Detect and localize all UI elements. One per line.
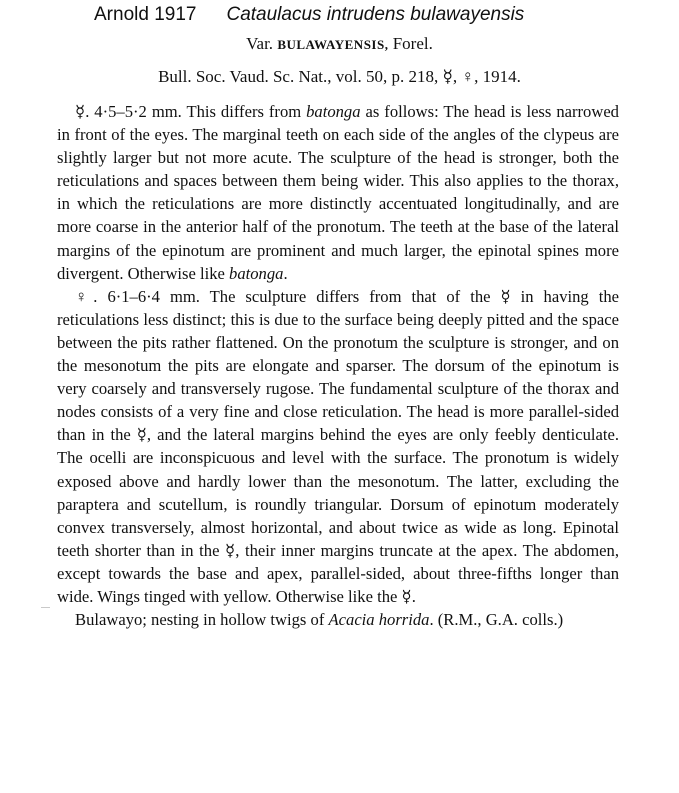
- variety-name: BULAWAYENSIS,: [277, 37, 389, 52]
- locality-paragraph: [57, 608, 619, 631]
- locality-text-1: Bulawayo; nesting in hollow twigs of: [75, 610, 329, 630]
- variety-heading: [0, 34, 679, 54]
- worker-text-3: .: [283, 263, 288, 283]
- worker-symbol: ☿: [75, 102, 86, 121]
- host-plant: Acacia horrida: [328, 610, 430, 630]
- variety-prefix: Var.: [246, 34, 274, 53]
- worker-text-2: as follows: The head is less narrowed in front of the eyes. The marginal teeth on each side of the angles of the clypeus are slightly larger but not more acute. The sculpture of the head is stronger, both the reticulations and spaces between them being wider. This also applies to the thorax, in which the reticulations are more distinctly accentuated longitudinally, and are more coarse in the anterior half of the pronotum. The teeth at the base of the lateral margins of the epinotum are prominent and much larger, the epinotal spines more divergent. Otherwise like: [57, 102, 619, 283]
- description-body: [57, 100, 619, 631]
- author-year: Arnold 1917: [94, 4, 197, 25]
- page-header: [94, 4, 524, 26]
- female-paragraph: [57, 285, 619, 608]
- margin-mark: [41, 607, 50, 608]
- locality-text-2: . (R.M., G.A. colls.): [429, 610, 564, 630]
- species-ref: batonga: [306, 102, 361, 121]
- female-symbol: ♀: [75, 286, 94, 306]
- variety-author: Forel.: [392, 34, 433, 53]
- citation: Bull. Soc. Vaud. Sc. Nat., vol. 50, p. 218, ☿, ♀, 1914.: [158, 67, 521, 86]
- female-text: . 6·1–6·4 mm. The sculpture differs from that of the ☿ in having the reticulations less distinct; this is due to the surface being deeply pitted and the space between the pits rather flattened. On the pronotum the sculpture is stronger, and on the mesonotum the pits are elongate and sparser. The dorsum of the epinotum is very coarsely and transversely rugose. The fundamental sculpture of the thorax and nodes consists of a very fine and close reticulation. The head is more parallel-sided than in the ☿, and the lateral margins behind the eyes are only feebly denticulate. The ocelli are inconspicuous and level with the surface. The pronotum is widely exposed above and hardly lower than the mesonotum. The latter, excluding the paraptera and scutellum, is roundly triangular. Dorsum of epinotum moderately convex transversely, almost horizontal, and about twice as wide as long. Epinotal teeth shorter than in the ☿, their inner margins truncate at the apex. The abdomen, except towards the base and apex, parallel-sided, about three-fifths longer than wide. Wings tinged with yellow. Otherwise like the ☿.: [57, 286, 619, 606]
- worker-paragraph: [57, 100, 619, 285]
- species-ref: batonga: [229, 263, 284, 283]
- taxon-name: Cataulacus intrudens bulawayensis: [226, 4, 525, 25]
- worker-text-1: . 4·5–5·2 mm. This differs from: [85, 102, 307, 121]
